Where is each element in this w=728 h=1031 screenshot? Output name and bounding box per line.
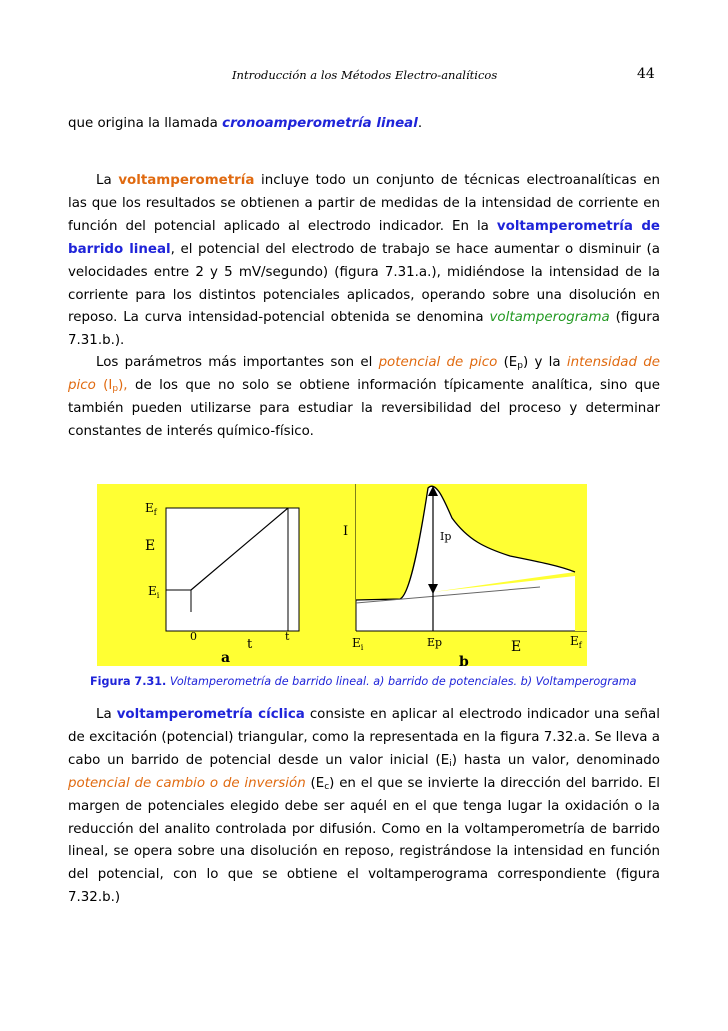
paragraph-parametros <box>68 352 660 444</box>
text: ) y la <box>522 355 567 370</box>
subscript: p <box>112 383 119 394</box>
text: La <box>96 707 117 722</box>
term-barrido-lineal: voltamperometría de barrido lineal <box>68 218 661 257</box>
label-b-ei: $E_i$ <box>352 636 364 652</box>
paragraph-intro <box>68 113 660 136</box>
term-intensidad-pico: intensidad de pico <box>68 355 660 393</box>
text: , el potencial del electrodo de trabajo se hace aumentar o disminuir (a velocidades entre 2 y 5 mV/segundo) (figura 7.31.a.), midiéndose la intensidad de la corriente para los distintos potenciales aplicados, operando sobre una disolución en reposo. La curva intensidad-potencial obtenida se denomina <box>68 241 660 326</box>
label-t-tick: t <box>285 630 290 643</box>
text: (E <box>497 355 518 370</box>
panel-b-label: b <box>459 654 469 670</box>
page-number: 44 <box>637 66 655 82</box>
label-zero: 0 <box>190 630 197 643</box>
caption-label: Figura 7.31. <box>90 675 167 688</box>
term-potencial-cambio: potencial de cambio o de inversión <box>68 775 306 791</box>
label-i: I <box>343 524 349 539</box>
label-b-ef: $E_f$ <box>570 634 582 650</box>
figure-caption <box>90 675 637 688</box>
label-b-e: E <box>511 639 522 655</box>
label-ei: $E_i$ <box>148 584 160 600</box>
label-ep: Ep <box>427 636 443 649</box>
text: incluye todo un conjunto de técnicas electroanalíticas en las que los resultados se obtienen a partir de medidas de la intensidad de corriente en función del potencial aplicado al electrodo indicador. En la <box>68 173 660 234</box>
caption-text: Voltamperometría de barrido lineal. a) barrido de potenciales. b) Voltamperograma <box>166 675 637 688</box>
page-header <box>0 66 728 86</box>
text: que origina la llamada <box>68 116 223 131</box>
text: . <box>417 116 423 131</box>
panel-a-plot <box>166 508 299 631</box>
text: Los parámetros más importantes son el <box>96 355 379 370</box>
term-voltamperometria-ciclica: voltamperometría cíclica <box>116 707 305 722</box>
label-ip: Ip <box>440 530 452 543</box>
text: ) hasta un valor, denominado <box>451 752 660 768</box>
text: ) en el que se invierte la dirección del barrido. El margen de potenciales elegido debe ser aquél en el que tenga lugar la oxidación o la reducción del analito controlada por difusión. Como en la voltamperometría de barrido lineal, se opera sobre una disolución en reposo, registrándose la intensidad en función del potencial, con lo que se obtiene el voltamperograma correspondiente (figura 7.32.b.) <box>68 775 660 906</box>
text: ), <box>118 377 128 393</box>
term-cronoamperometria: cronoamperometría lineal <box>222 116 418 131</box>
paragraph-voltamperometria <box>68 170 660 353</box>
text: consiste en aplicar al electrodo indicador una señal de excitación (potencial) triangular, como la representada en la figura 7.32.a. Se lleva a cabo un barrido de potencial desde un valor inicial (E <box>68 707 660 768</box>
header-title: Introducción a los Métodos Electro-analíticos <box>232 68 498 82</box>
text: (figura 7.31.b.). <box>68 310 660 349</box>
term-voltamperometria: voltamperometría <box>118 173 255 188</box>
subscript: c <box>324 781 330 792</box>
subscript: p <box>517 361 523 371</box>
paragraph-ciclica <box>68 704 660 910</box>
subscript: i <box>449 758 452 769</box>
text: La <box>96 173 119 188</box>
label-t: t <box>247 637 253 652</box>
figure-7-31 <box>0 480 728 680</box>
term-potencial-pico: potencial de pico <box>378 355 498 370</box>
text: (E <box>305 775 325 791</box>
panel-a-label: a <box>221 650 231 666</box>
text: de los que no solo se obtiene información típicamente analítica, sino que también pueden utilizarse para estudiar la reversibilidad del proceso y determinar constantes de interés químico-físico. <box>68 377 660 439</box>
label-ef: $E_f$ <box>145 501 157 517</box>
text: (I <box>95 377 113 393</box>
label-e: E <box>145 538 156 554</box>
term-voltamperograma: voltamperograma <box>489 310 610 326</box>
